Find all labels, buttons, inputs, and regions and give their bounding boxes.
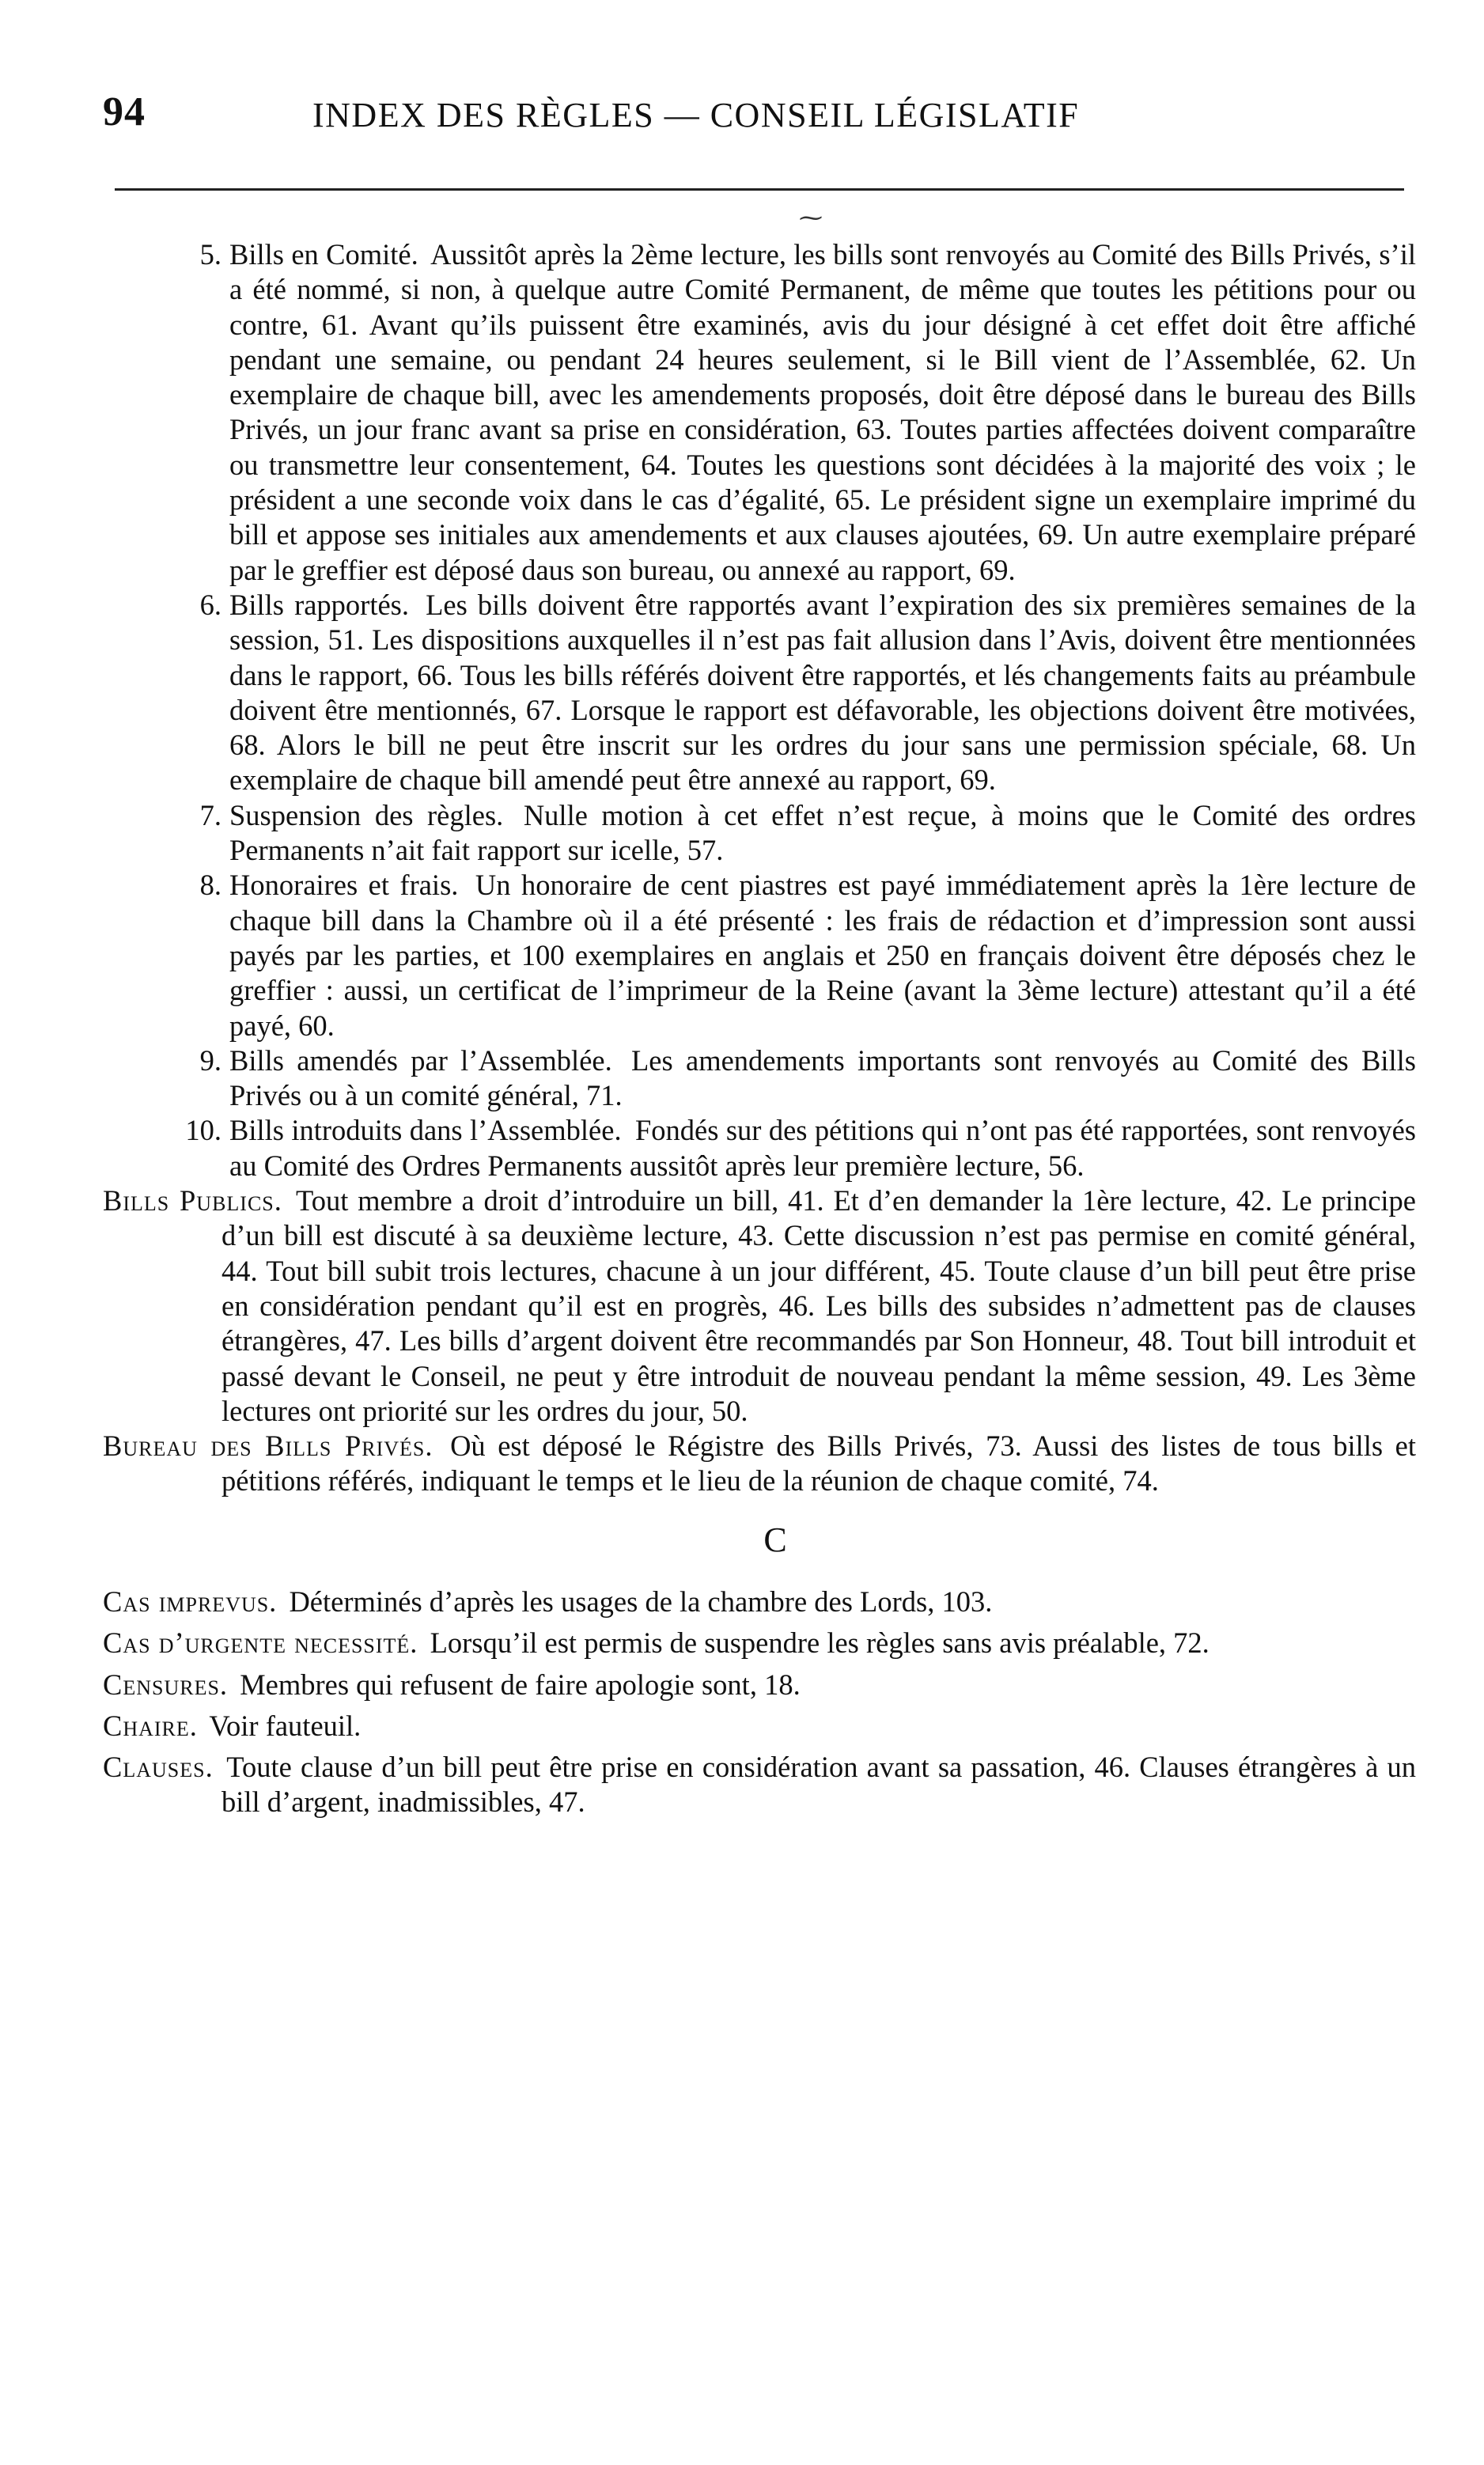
page-header: [103, 89, 1408, 152]
index-entry-clauses: [103, 1750, 1416, 1820]
page-number: 94: [103, 89, 146, 134]
numbered-entry-bills-en-comite: [103, 237, 1416, 588]
entry-heading: Bills en Comité.: [229, 238, 418, 271]
entry-term: Cas imprevus.: [103, 1585, 278, 1618]
entry-text: Les bills doivent être rapportés avant l’expiration des six premières semaines de la session, 51. Les dispositions auxquelles il n’est pas fait allusion dans l’Avis, doivent être mentionnées dans le rapport, 66. Tous les bills référés doivent être rapportés, et lés changements faits au préambule doivent être mentionnés, 67. Lorsque le rapport est défavorable, les objections doivent être motivées, 68. Alors le bill ne peut être inscrit sur les ordres du jour sans une permission spéciale, 68. Un exemplaire de chaque bill amendé peut être annexé au rapport, 69.: [229, 588, 1417, 797]
entry-number: 8.: [199, 869, 221, 902]
index-content: [103, 237, 1416, 1827]
entry-term: Bills Publics.: [103, 1184, 282, 1217]
entry-text: Toute clause d’un bill peut être prise en considération avant sa passation, 46. Clauses étrangères à un bill d’argent, inadmissibles, 47.: [221, 1751, 1416, 1819]
ornament-flourish: ⁓: [799, 205, 823, 231]
running-head: INDEX DES RÈGLES — CONSEIL LÉGISLATIF: [312, 96, 1080, 134]
entry-number: 9.: [199, 1043, 221, 1077]
index-entry-chaire: [103, 1709, 1416, 1744]
entry-term: Clauses.: [103, 1751, 214, 1784]
entry-term: Chaire.: [103, 1709, 198, 1742]
numbered-entry-bills-rapportes: [103, 588, 1416, 798]
entry-text: Fondés sur des pétitions qui n’ont pas été rapportées, sont renvoyés au Comité des Ordres Permanents aussitôt après leur première lecture, 56.: [229, 1114, 1417, 1182]
index-entry-cas-imprevus: [103, 1585, 1416, 1619]
entry-number: 7.: [199, 798, 221, 831]
entry-heading: Bills introduits dans l’Assemblée.: [229, 1114, 622, 1147]
index-entry-cas-urgente-necessite: [103, 1626, 1416, 1660]
entry-number: 10.: [185, 1114, 221, 1147]
entry-text: Où est déposé le Régistre des Bills Privés, 73. Aussi des listes de tous bills et pétitions référés, indiquant le temps et le lieu de la réunion de chaque comité, 74.: [221, 1429, 1416, 1498]
entry-number: 6.: [199, 588, 221, 621]
section-letter-c: C: [763, 1520, 787, 1559]
entry-term: Cas d’urgente necessité.: [103, 1626, 418, 1660]
index-entry-bills-publics: [103, 1183, 1416, 1429]
entry-text: Un honoraire de cent piastres est payé immédiatement après la 1ère lecture de chaque bill dans la Chambre où il a été présenté : les frais de rédaction et d’impression sont aussi payés par les parties, et 100 exemplaires en anglais et 250 en français doivent être déposés chez le greffier : aussi, un certificat de l’imprimeur de la Reine (avant la 3ème lecture) attestant qu’il a été payé, 60.: [229, 869, 1416, 1042]
header-rule: [115, 188, 1404, 191]
entry-text: Tout membre a droit d’introduire un bill, 41. Et d’en demander la 1ère lecture, 42. Le principe d’un bill est discuté à sa deuxième lecture, 43. Cette discussion n’est pas permise en comité général, 44. Tout bill subit trois lectures, chacune à un jour différent, 45. Toute clause d’un bill peut être prise en considération pendant qu’il est en progrès, 46. Les bills des subsides n’admettent pas de clauses étrangères, 47. Les bills d’argent doivent être recommandés par Son Honneur, 48. Tout bill introduit et passé devant le Conseil, ne peut y être introduit de nouveau pendant la même session, 49. Les 3ème lectures ont priorité sur les ordres du jour, 50.: [221, 1184, 1416, 1427]
section-c-entries: [103, 1585, 1416, 1820]
entry-text: Les amendements importants sont renvoyés au Comité des Bills Privés ou à un comité général, 71.: [229, 1043, 1416, 1112]
entry-text: Membres qui refusent de faire apologie sont, 18.: [240, 1668, 801, 1701]
entry-heading: Honoraires et frais.: [229, 869, 459, 902]
entry-text: Déterminés d’après les usages de la chambre des Lords, 103.: [289, 1585, 993, 1618]
entry-term: Bureau des Bills Privés.: [103, 1429, 433, 1463]
index-entry-censures: [103, 1668, 1416, 1702]
entry-heading: Bills amendés par l’Assemblée.: [229, 1043, 612, 1077]
entry-text: Lorsqu’il est permis de suspendre les règles sans avis préalable, 72.: [430, 1626, 1210, 1660]
numbered-entry-bills-amendes: [103, 1043, 1416, 1114]
numbered-entry-suspension-des-regles: [103, 798, 1416, 869]
entry-term: Censures.: [103, 1668, 229, 1701]
numbered-entry-bills-introduits: [103, 1113, 1416, 1183]
entry-text: Aussitôt après la 2ème lecture, les bills sont renvoyés au Comité des Bills Privés, s’il a été nommé, si non, à quelque autre Comité Permanent, de même que toutes les pétitions pour ou contre, 61. Avant qu’ils puissent être examinés, avis du jour désigné à cet effet doit être affiché pendant une semaine, ou pendant 24 heures seulement, si le Bill vient de l’Assemblée, 62. Un exemplaire de chaque bill, avec les amendements proposés, doit être déposé dans le bureau des Bills Privés, un jour franc avant sa prise en considération, 63. Toutes parties affectées doivent comparaître ou transmettre leur consentement, 64. Toutes les questions sont décidées à la majorité des voix ; le président a une seconde voix dans le cas d’égalité, 65. Le président signe un exemplaire imprimé du bill et appose ses initiales aux amendements et aux clauses ajoutées, 69. Un autre exemplaire préparé par le greffier est déposé daus son bureau, ou annexé au rapport, 69.: [229, 238, 1416, 586]
entry-heading: Bills rapportés.: [229, 588, 410, 621]
entry-text: Voir fauteuil.: [209, 1709, 362, 1742]
entry-text: Nulle motion à cet effet n’est reçue, à moins que le Comité des ordres Permanents n’ait fait rapport sur icelle, 57.: [229, 798, 1416, 867]
numbered-entry-honoraires-et-frais: [103, 868, 1416, 1043]
entry-heading: Suspension des règles.: [229, 798, 504, 831]
entry-number: 5.: [199, 238, 221, 271]
index-entry-bureau-des-bills-prives: [103, 1429, 1416, 1499]
